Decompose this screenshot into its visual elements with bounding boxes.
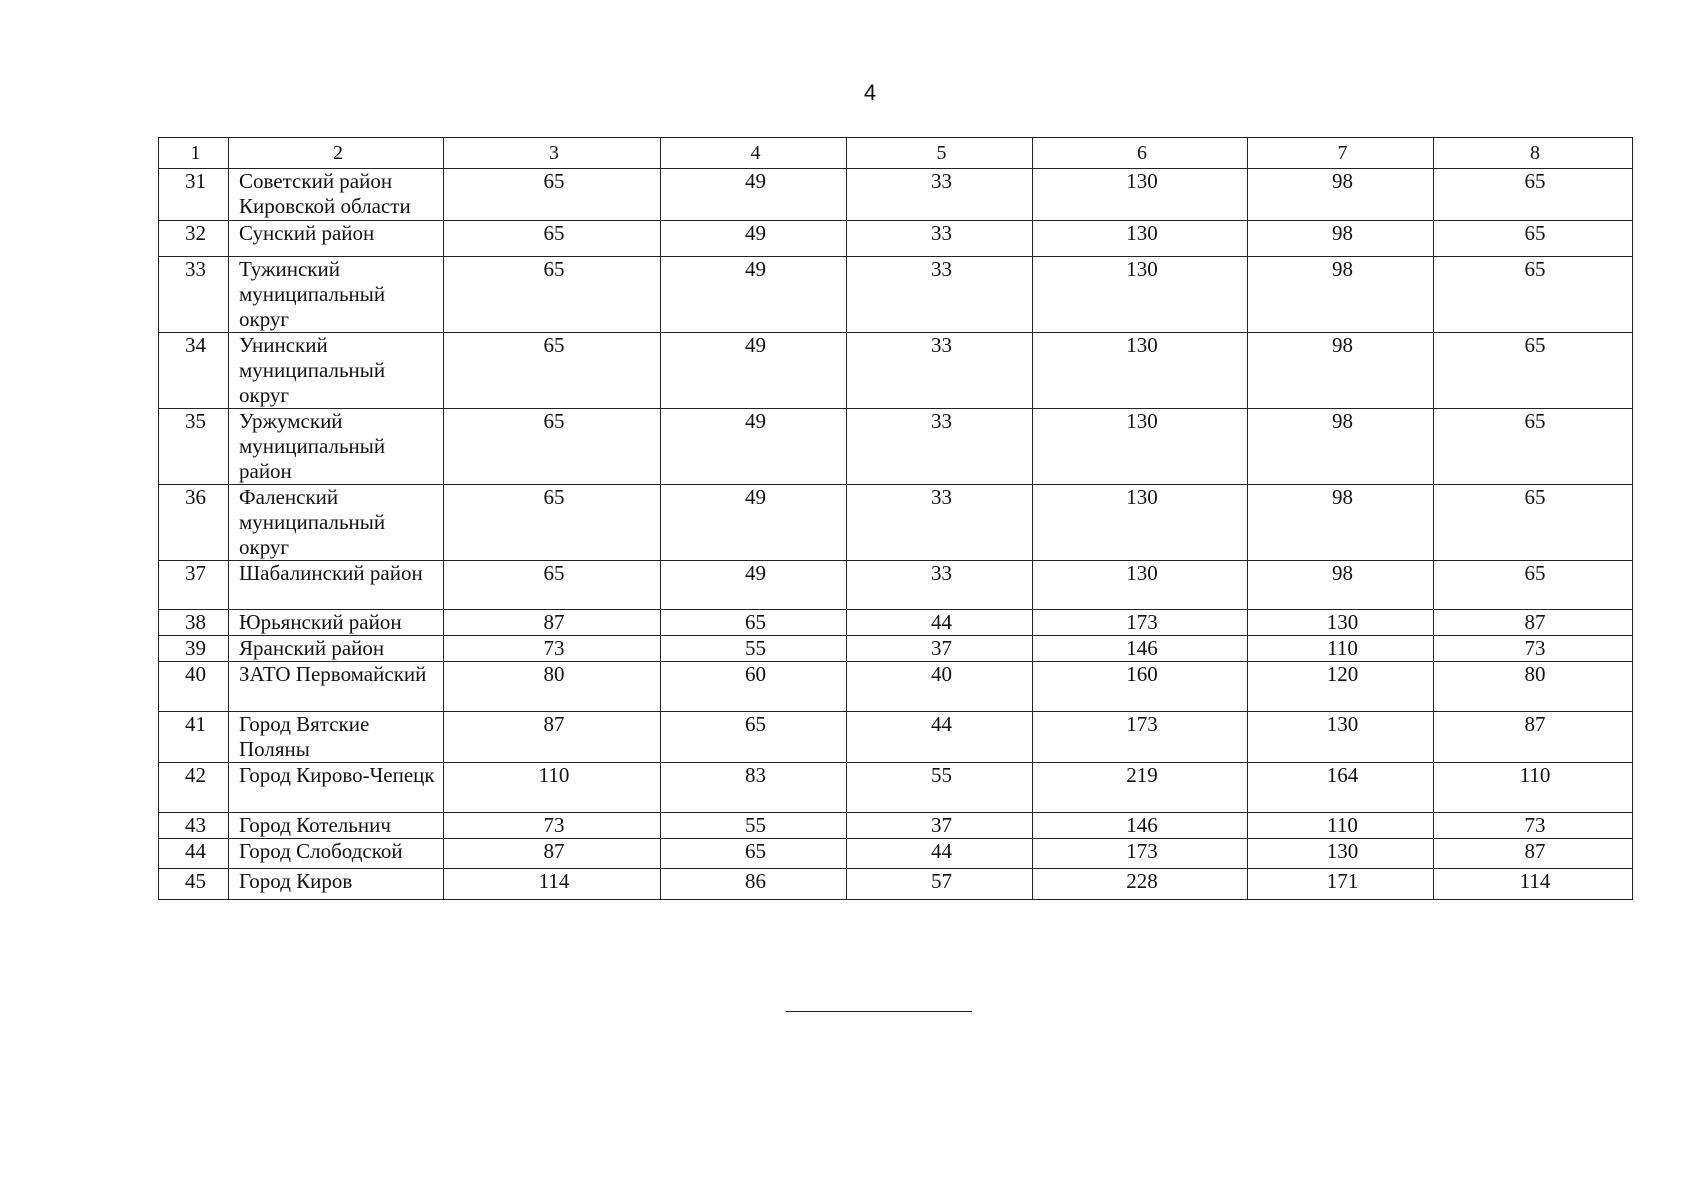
table-row xyxy=(159,169,1633,221)
value-col-3: 73 xyxy=(444,636,661,662)
table-row xyxy=(159,610,1633,636)
value-col-8: 73 xyxy=(1434,636,1633,662)
municipality-name: Город Кирово-Чепецк xyxy=(229,763,444,813)
value-col-6: 130 xyxy=(1033,485,1248,561)
table-row xyxy=(159,763,1633,813)
value-col-7: 110 xyxy=(1248,813,1434,839)
table-row xyxy=(159,839,1633,869)
value-col-7: 98 xyxy=(1248,333,1434,409)
table-row xyxy=(159,636,1633,662)
value-col-3: 87 xyxy=(444,839,661,869)
value-col-5: 33 xyxy=(847,409,1033,485)
value-col-8: 65 xyxy=(1434,221,1633,257)
value-col-7: 98 xyxy=(1248,409,1434,485)
table-row xyxy=(159,409,1633,485)
value-col-3: 87 xyxy=(444,712,661,763)
header-row xyxy=(159,138,1633,169)
value-col-6: 173 xyxy=(1033,712,1248,763)
value-col-3: 114 xyxy=(444,869,661,900)
value-col-5: 37 xyxy=(847,636,1033,662)
row-number: 38 xyxy=(159,610,229,636)
value-col-3: 65 xyxy=(444,257,661,333)
value-col-5: 33 xyxy=(847,169,1033,221)
value-col-3: 65 xyxy=(444,333,661,409)
value-col-8: 114 xyxy=(1434,869,1633,900)
row-number: 40 xyxy=(159,662,229,712)
table-row xyxy=(159,561,1633,610)
value-col-6: 146 xyxy=(1033,813,1248,839)
row-number: 32 xyxy=(159,221,229,257)
value-col-8: 87 xyxy=(1434,610,1633,636)
municipality-name: Город Слободской xyxy=(229,839,444,869)
row-number: 39 xyxy=(159,636,229,662)
value-col-6: 130 xyxy=(1033,257,1248,333)
value-col-3: 87 xyxy=(444,610,661,636)
row-number: 42 xyxy=(159,763,229,813)
value-col-3: 80 xyxy=(444,662,661,712)
value-col-3: 65 xyxy=(444,485,661,561)
value-col-7: 98 xyxy=(1248,485,1434,561)
row-number: 43 xyxy=(159,813,229,839)
value-col-7: 98 xyxy=(1248,561,1434,610)
value-col-3: 65 xyxy=(444,561,661,610)
value-col-8: 110 xyxy=(1434,763,1633,813)
value-col-4: 55 xyxy=(661,636,847,662)
value-col-8: 65 xyxy=(1434,169,1633,221)
value-col-8: 73 xyxy=(1434,813,1633,839)
row-number: 31 xyxy=(159,169,229,221)
data-table xyxy=(158,137,1633,900)
row-number: 36 xyxy=(159,485,229,561)
value-col-8: 65 xyxy=(1434,485,1633,561)
value-col-4: 49 xyxy=(661,485,847,561)
value-col-8: 65 xyxy=(1434,561,1633,610)
municipality-name: Юрьянский район xyxy=(229,610,444,636)
table-row xyxy=(159,333,1633,409)
value-col-7: 98 xyxy=(1248,257,1434,333)
table-row xyxy=(159,662,1633,712)
value-col-6: 130 xyxy=(1033,561,1248,610)
municipality-name: Унинский муниципальный округ xyxy=(229,333,444,409)
column-header-2: 2 xyxy=(229,138,444,169)
value-col-4: 49 xyxy=(661,561,847,610)
column-header-3: 3 xyxy=(444,138,661,169)
table-body xyxy=(159,138,1633,900)
value-col-6: 173 xyxy=(1033,839,1248,869)
value-col-6: 160 xyxy=(1033,662,1248,712)
value-col-4: 49 xyxy=(661,169,847,221)
value-col-6: 146 xyxy=(1033,636,1248,662)
value-col-3: 110 xyxy=(444,763,661,813)
value-col-3: 65 xyxy=(444,409,661,485)
value-col-6: 130 xyxy=(1033,333,1248,409)
municipality-name: ЗАТО Первомайский xyxy=(229,662,444,712)
value-col-5: 33 xyxy=(847,221,1033,257)
municipality-name: Яранский район xyxy=(229,636,444,662)
column-header-7: 7 xyxy=(1248,138,1434,169)
value-col-7: 171 xyxy=(1248,869,1434,900)
value-col-6: 228 xyxy=(1033,869,1248,900)
municipality-name: Сунский район xyxy=(229,221,444,257)
column-header-8: 8 xyxy=(1434,138,1633,169)
table-row xyxy=(159,485,1633,561)
value-col-7: 164 xyxy=(1248,763,1434,813)
row-number: 34 xyxy=(159,333,229,409)
municipality-name: Город Котельнич xyxy=(229,813,444,839)
value-col-4: 49 xyxy=(661,221,847,257)
column-header-5: 5 xyxy=(847,138,1033,169)
municipality-name: Шабалинский район xyxy=(229,561,444,610)
row-number: 44 xyxy=(159,839,229,869)
row-number: 37 xyxy=(159,561,229,610)
value-col-8: 65 xyxy=(1434,257,1633,333)
value-col-6: 130 xyxy=(1033,221,1248,257)
value-col-3: 65 xyxy=(444,221,661,257)
value-col-5: 33 xyxy=(847,485,1033,561)
value-col-5: 44 xyxy=(847,610,1033,636)
value-col-5: 33 xyxy=(847,333,1033,409)
value-col-4: 55 xyxy=(661,813,847,839)
value-col-7: 98 xyxy=(1248,221,1434,257)
value-col-5: 37 xyxy=(847,813,1033,839)
municipality-name: Советский район Кировской области xyxy=(229,169,444,221)
value-col-4: 65 xyxy=(661,712,847,763)
value-col-4: 49 xyxy=(661,409,847,485)
value-col-7: 98 xyxy=(1248,169,1434,221)
row-number: 45 xyxy=(159,869,229,900)
value-col-5: 44 xyxy=(847,712,1033,763)
value-col-4: 65 xyxy=(661,839,847,869)
row-number: 41 xyxy=(159,712,229,763)
municipality-name: Город Киров xyxy=(229,869,444,900)
value-col-7: 130 xyxy=(1248,712,1434,763)
table-row xyxy=(159,869,1633,900)
row-number: 33 xyxy=(159,257,229,333)
closing-rule xyxy=(786,1011,972,1012)
value-col-5: 55 xyxy=(847,763,1033,813)
value-col-3: 65 xyxy=(444,169,661,221)
value-col-6: 219 xyxy=(1033,763,1248,813)
value-col-4: 65 xyxy=(661,610,847,636)
value-col-8: 87 xyxy=(1434,712,1633,763)
page-number: 4 xyxy=(863,80,877,105)
municipality-name: Тужинский муниципальный округ xyxy=(229,257,444,333)
value-col-7: 110 xyxy=(1248,636,1434,662)
value-col-3: 73 xyxy=(444,813,661,839)
column-header-4: 4 xyxy=(661,138,847,169)
value-col-8: 80 xyxy=(1434,662,1633,712)
table-row xyxy=(159,221,1633,257)
column-header-6: 6 xyxy=(1033,138,1248,169)
row-number: 35 xyxy=(159,409,229,485)
value-col-7: 130 xyxy=(1248,610,1434,636)
value-col-5: 33 xyxy=(847,561,1033,610)
value-col-6: 130 xyxy=(1033,409,1248,485)
value-col-7: 130 xyxy=(1248,839,1434,869)
value-col-8: 87 xyxy=(1434,839,1633,869)
value-col-4: 49 xyxy=(661,333,847,409)
value-col-8: 65 xyxy=(1434,333,1633,409)
value-col-6: 173 xyxy=(1033,610,1248,636)
municipality-name: Фаленский муниципальный округ xyxy=(229,485,444,561)
value-col-8: 65 xyxy=(1434,409,1633,485)
table-row xyxy=(159,813,1633,839)
value-col-4: 49 xyxy=(661,257,847,333)
municipality-name: Уржумский муниципальный район xyxy=(229,409,444,485)
value-col-4: 60 xyxy=(661,662,847,712)
table-row xyxy=(159,712,1633,763)
value-col-5: 40 xyxy=(847,662,1033,712)
value-col-5: 57 xyxy=(847,869,1033,900)
value-col-7: 120 xyxy=(1248,662,1434,712)
value-col-4: 86 xyxy=(661,869,847,900)
column-header-1: 1 xyxy=(159,138,229,169)
value-col-5: 44 xyxy=(847,839,1033,869)
value-col-6: 130 xyxy=(1033,169,1248,221)
value-col-5: 33 xyxy=(847,257,1033,333)
municipality-name: Город Вятские Поляны xyxy=(229,712,444,763)
value-col-4: 83 xyxy=(661,763,847,813)
table-row xyxy=(159,257,1633,333)
